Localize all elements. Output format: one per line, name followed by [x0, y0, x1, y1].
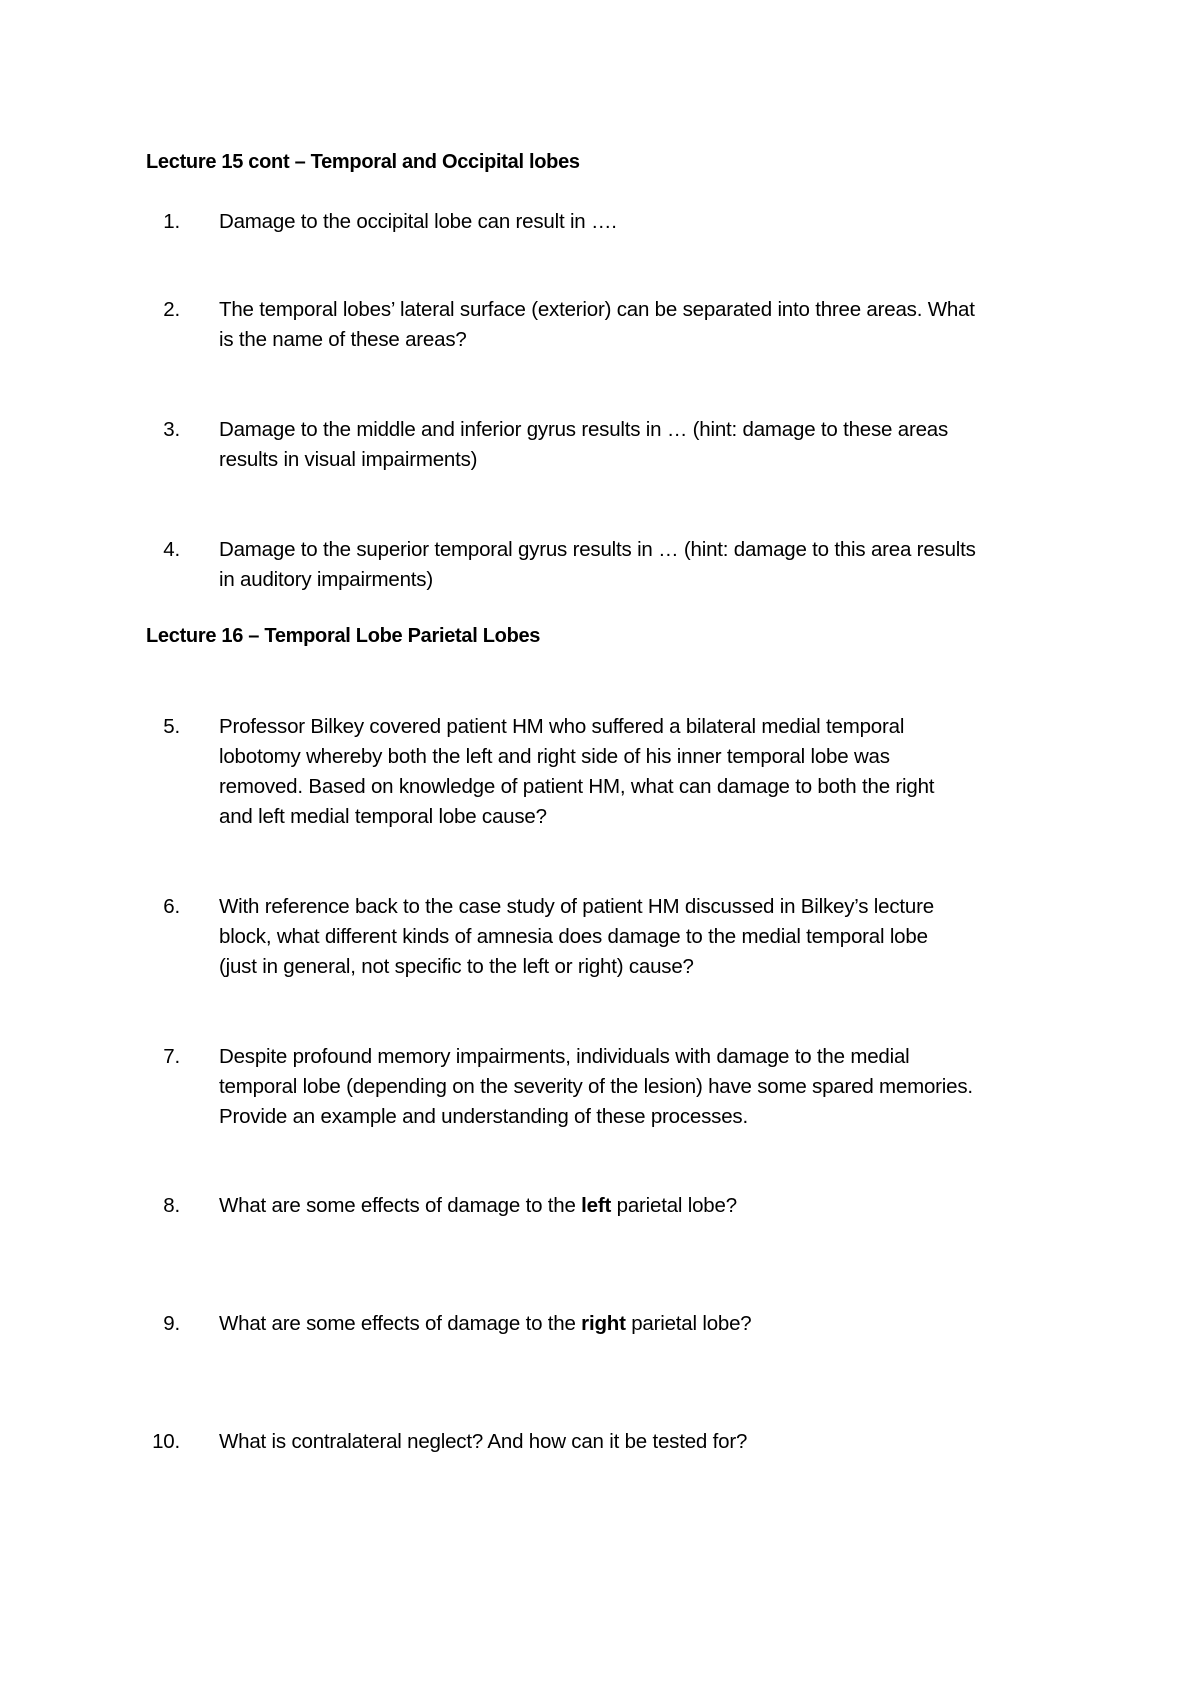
- emphasis-right: right: [581, 1312, 626, 1335]
- question-text: Despite profound memory impairments, individuals with damage to the medial temporal lobe (depending on the severity of the lesion) have some spared memories. Provide an example and understanding of these processes.: [219, 1045, 973, 1128]
- question-text: What is contralateral neglect? And how can it be tested for?: [219, 1430, 748, 1453]
- question-number: 4.: [163, 538, 180, 561]
- question-number: 5.: [163, 715, 180, 738]
- question-number: 10.: [152, 1430, 180, 1453]
- section-heading-lecture-15: Lecture 15 cont – Temporal and Occipital lobes: [146, 151, 580, 173]
- question-number: 2.: [163, 298, 180, 321]
- question-text: What are some effects of damage to the right parietal lobe?: [219, 1312, 752, 1335]
- question-text: With reference back to the case study of patient HM discussed in Bilkey’s lecture block, what different kinds of amnesia does damage to the medial temporal lobe (just in general, not specific to the left or right) cause?: [219, 895, 934, 978]
- question-text: The temporal lobes’ lateral surface (exterior) can be separated into three areas. What is the name of these areas?: [219, 298, 975, 351]
- question-text: Damage to the superior temporal gyrus results in … (hint: damage to this area results in auditory impairments): [219, 538, 976, 591]
- question-number: 9.: [163, 1312, 180, 1335]
- section-heading-lecture-16: Lecture 16 – Temporal Lobe Parietal Lobes: [146, 625, 541, 647]
- question-text: Damage to the middle and inferior gyrus results in … (hint: damage to these areas results in visual impairments): [219, 418, 949, 471]
- question-text: What are some effects of damage to the left parietal lobe?: [219, 1194, 737, 1217]
- question-text: Damage to the occipital lobe can result in ….: [219, 210, 617, 233]
- question-number: 1.: [163, 210, 180, 233]
- question-number: 8.: [163, 1194, 180, 1217]
- question-number: 6.: [163, 895, 180, 918]
- question-number: 7.: [163, 1045, 180, 1068]
- question-number: 3.: [163, 418, 180, 441]
- emphasis-left: left: [581, 1194, 612, 1217]
- question-text: Professor Bilkey covered patient HM who suffered a bilateral medial temporal lobotomy whereby both the left and right side of his inner temporal lobe was removed. Based on knowledge of patient HM, what can damage to both the right and left medial temporal lobe cause?: [219, 715, 935, 828]
